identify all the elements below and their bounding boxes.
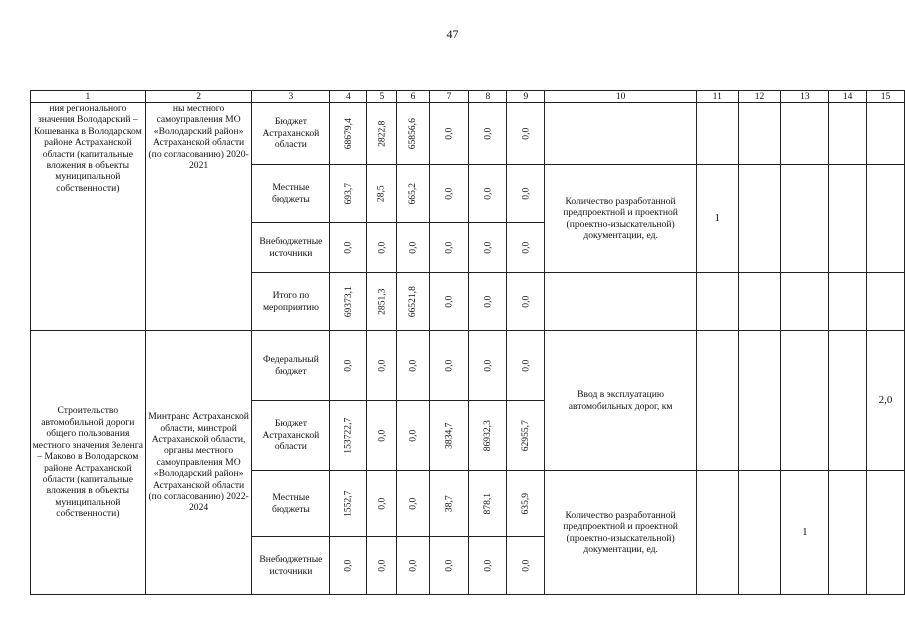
value-cell: 0,0 [443, 295, 455, 308]
value-cell: 0,0 [482, 241, 494, 254]
col11-cell [696, 471, 738, 595]
budget-table [30, 90, 905, 595]
col-header: 8 [469, 91, 507, 103]
value-cell: 635,9 [520, 492, 532, 515]
value-cell: 0,0 [482, 187, 494, 200]
event-name-cell: ния регионального значения Володарский – Кошеванка в Володарском районе Астраханской области (капитальные вложения в объекты муниципальной собственности) [31, 103, 146, 331]
funding-source-cell: Внебюджетные источники [252, 537, 330, 595]
value-cell: 0,0 [520, 127, 532, 140]
col-header: 6 [397, 91, 429, 103]
col15-cell [867, 165, 905, 273]
executor-cell: ны местного самоуправления МО «Володарский район» Астраханской области (по согласованию) 2020-2021 [145, 103, 252, 331]
value-cell: 693,7 [342, 182, 354, 205]
value-cell: 3834,7 [443, 422, 455, 449]
value-cell: 0,0 [376, 497, 388, 510]
col-header: 15 [867, 91, 905, 103]
value-cell: 66521,8 [407, 285, 419, 318]
col15-cell [867, 103, 905, 165]
value-cell: 0,0 [443, 559, 455, 572]
col11-cell [696, 103, 738, 165]
col13-cell [781, 165, 829, 273]
col12-cell [738, 471, 781, 595]
col-header: 7 [429, 91, 469, 103]
value-cell: 0,0 [520, 559, 532, 572]
funding-source-cell: Внебюджетные источники [252, 223, 330, 273]
value-cell: 68679,4 [342, 117, 354, 150]
value-cell: 0,0 [376, 429, 388, 442]
table-row [31, 331, 905, 401]
col12-cell [738, 165, 781, 273]
col15-cell [867, 471, 905, 595]
value-cell: 0,0 [482, 127, 494, 140]
value-cell: 28,5 [376, 185, 388, 202]
col14-cell [829, 471, 867, 595]
value-cell: 0,0 [482, 559, 494, 572]
col13-value-cell: 1 [781, 471, 829, 595]
value-cell: 0,0 [407, 497, 419, 510]
executor-cell: Минтранс Астраханской области, минстрой Астраханской области, органы местного самоуправления МО «Володарский район» Астраханской области (по согласованию) 2022-2024 [145, 331, 252, 595]
value-cell: 86932,3 [482, 419, 494, 452]
col-header: 13 [781, 91, 829, 103]
value-cell: 0,0 [520, 295, 532, 308]
value-cell: 0,0 [407, 429, 419, 442]
col11-cell [696, 273, 738, 331]
indicator-cell: Количество разработанной предпроектной и проектной (проектно-изыскательной) документации, ед. [545, 471, 696, 595]
value-cell: 69373,1 [342, 285, 354, 318]
page-number: 47 [446, 27, 459, 41]
col15-value-cell: 2,0 [867, 331, 905, 471]
col12-cell [738, 103, 781, 165]
col11-value-cell: 1 [696, 165, 738, 273]
value-cell: 0,0 [376, 359, 388, 372]
funding-source-cell: Итого по мероприятию [252, 273, 330, 331]
col14-cell [829, 273, 867, 331]
value-cell: 0,0 [443, 359, 455, 372]
col-header: 3 [252, 91, 330, 103]
col-header: 10 [545, 91, 696, 103]
value-cell: 0,0 [407, 559, 419, 572]
col12-cell [738, 331, 781, 471]
value-cell: 2822,8 [376, 120, 388, 147]
value-cell: 0,0 [443, 241, 455, 254]
funding-source-cell: Местные бюджеты [252, 165, 330, 223]
value-cell: 0,0 [407, 241, 419, 254]
col14-cell [829, 165, 867, 273]
indicator-cell [545, 273, 696, 331]
col13-cell [781, 273, 829, 331]
value-cell: 0,0 [407, 359, 419, 372]
col-header: 5 [367, 91, 397, 103]
value-cell: 0,0 [520, 187, 532, 200]
value-cell: 878,1 [482, 492, 494, 515]
col14-cell [829, 331, 867, 471]
value-cell: 65856,6 [407, 117, 419, 150]
value-cell: 62955,7 [520, 419, 532, 452]
col-header: 2 [145, 91, 252, 103]
col-header: 4 [330, 91, 367, 103]
indicator-cell: Количество разработанной предпроектной и проектной (проектно-изыскательной) документации, ед. [545, 165, 696, 273]
header-row [31, 91, 905, 103]
col-header: 12 [738, 91, 781, 103]
col-header: 14 [829, 91, 867, 103]
funding-source-cell: Федеральный бюджет [252, 331, 330, 401]
col13-cell [781, 103, 829, 165]
col-header: 9 [507, 91, 545, 103]
col14-cell [829, 103, 867, 165]
value-cell: 0,0 [443, 127, 455, 140]
col-header: 1 [31, 91, 146, 103]
col-header: 11 [696, 91, 738, 103]
col13-cell [781, 331, 829, 471]
indicator-cell [545, 103, 696, 165]
col15-cell [867, 273, 905, 331]
funding-source-cell: Бюджет Астраханской области [252, 103, 330, 165]
value-cell: 2851,3 [376, 288, 388, 315]
indicator-cell: Ввод в эксплуатацию автомобильных дорог, км [545, 331, 696, 471]
table-row [31, 103, 905, 165]
value-cell: 153722,7 [342, 417, 354, 454]
value-cell: 0,0 [520, 359, 532, 372]
col11-cell [696, 331, 738, 471]
value-cell: 38,7 [443, 495, 455, 512]
value-cell: 0,0 [443, 187, 455, 200]
funding-source-cell: Местные бюджеты [252, 471, 330, 537]
value-cell: 0,0 [482, 295, 494, 308]
value-cell: 0,0 [342, 359, 354, 372]
value-cell: 665,2 [407, 182, 419, 205]
value-cell: 0,0 [342, 559, 354, 572]
value-cell: 1552,7 [342, 490, 354, 517]
funding-source-cell: Бюджет Астраханской области [252, 401, 330, 471]
value-cell: 0,0 [342, 241, 354, 254]
value-cell: 0,0 [376, 559, 388, 572]
event-name-cell: Строительство автомобильной дороги общего пользования местного значения Зеленга – Маково в Володарском районе Астраханской области (капитальные вложения в объекты муниципальной собственности) [31, 331, 146, 595]
col12-cell [738, 273, 781, 331]
value-cell: 0,0 [376, 241, 388, 254]
value-cell: 0,0 [482, 359, 494, 372]
value-cell: 0,0 [520, 241, 532, 254]
